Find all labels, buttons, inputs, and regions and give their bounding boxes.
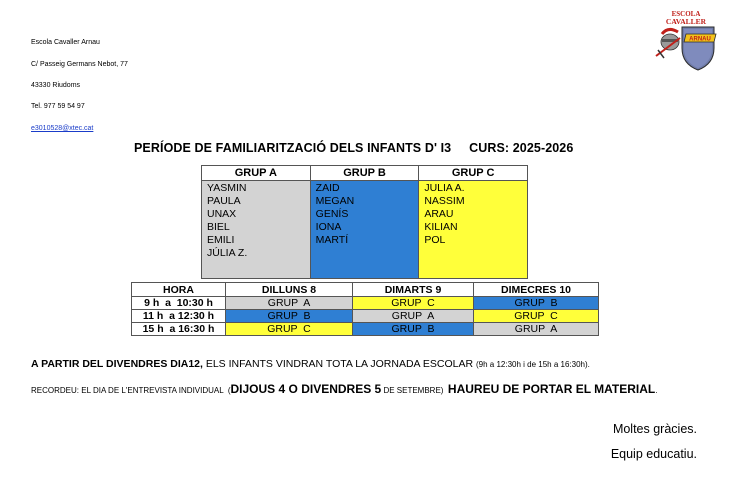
student-name: JULIA A. bbox=[424, 182, 465, 194]
student-name: MEGAN bbox=[315, 195, 355, 207]
hora-cell: 9 h a 10:30 h bbox=[132, 297, 226, 310]
student-name: JÚLIA Z. bbox=[207, 247, 248, 259]
school-address: C/ Passeig Germans Nebot, 77 bbox=[31, 61, 128, 68]
group-cell: GRUP B bbox=[474, 297, 599, 310]
groups-table bbox=[201, 165, 528, 279]
groups-header-row bbox=[202, 166, 528, 181]
schedule-row bbox=[132, 323, 599, 336]
school-city: 43330 Riudoms bbox=[31, 82, 81, 89]
full-day-notice bbox=[31, 358, 590, 370]
schedule-header-row bbox=[132, 283, 599, 297]
student-name: YASMIN bbox=[207, 182, 247, 194]
reminder-end: . bbox=[655, 386, 658, 395]
group-cell: GRUP A bbox=[353, 310, 474, 323]
student-name: ZAID bbox=[315, 182, 340, 194]
group-cell: GRUP C bbox=[353, 297, 474, 310]
reminder-material: HAUREU DE PORTAR EL MATERIAL bbox=[447, 382, 656, 396]
group-cell: GRUP A bbox=[474, 323, 599, 336]
header-grup-a: GRUP A bbox=[202, 166, 311, 181]
grup-c-list bbox=[419, 181, 527, 247]
notice-date: A PARTIR DEL DIVENDRES DIA12, bbox=[31, 358, 203, 370]
student-name: IONA bbox=[315, 221, 342, 233]
schedule-table bbox=[131, 282, 599, 336]
header-grup-b: GRUP B bbox=[310, 166, 419, 181]
header-dimarts: DIMARTS 9 bbox=[353, 283, 474, 297]
student-name: BIEL bbox=[207, 221, 230, 233]
student-name: EMILI bbox=[207, 234, 235, 246]
groups-names-row bbox=[202, 181, 528, 279]
schedule-row bbox=[132, 297, 599, 310]
school-email-link[interactable]: e3010528@xtec.cat bbox=[31, 125, 94, 132]
logo-text-top: ESCOLA bbox=[671, 10, 701, 18]
school-logo bbox=[648, 8, 724, 72]
school-phone: Tel. 977 59 54 97 bbox=[31, 103, 85, 110]
knight-logo-icon bbox=[648, 8, 724, 72]
page-title: PERÍODE DE FAMILIARITZACIÓ DELS INFANTS D' I3 CURS: 2025-2026 bbox=[134, 141, 574, 155]
grup-c-cell bbox=[419, 181, 528, 279]
grup-b-cell bbox=[310, 181, 419, 279]
logo-text-mid: CAVALLER bbox=[665, 17, 707, 26]
closing-thanks: Moltes gràcies. bbox=[612, 422, 697, 436]
grup-b-list bbox=[311, 181, 419, 247]
student-name: NASSIM bbox=[424, 195, 465, 207]
reminder-days: DIJOUS 4 O DIVENDRES 5 bbox=[230, 382, 382, 396]
closing-signature: Equip educatiu. bbox=[610, 447, 697, 461]
reminder-month: DE SETEMBRE) bbox=[381, 386, 448, 395]
student-name: ARAU bbox=[424, 208, 454, 220]
grup-a-list bbox=[202, 181, 310, 260]
reminder-intro: RECORDEU: EL DIA DE L'ENTREVISTA INDIVIDUAL ( bbox=[31, 386, 231, 395]
student-name: GENÍS bbox=[315, 208, 349, 220]
student-name: MARTÍ bbox=[315, 234, 349, 246]
logo-text-banner: ARNAU bbox=[689, 36, 711, 43]
header-dimecres: DIMECRES 10 bbox=[474, 283, 599, 297]
schedule-row bbox=[132, 310, 599, 323]
header-dilluns: DILLUNS 8 bbox=[226, 283, 353, 297]
student-name: PAULA bbox=[207, 195, 241, 207]
notice-hours: (9h a 12:30h i de 15h a 16:30h). bbox=[476, 360, 590, 369]
header-grup-c: GRUP C bbox=[419, 166, 528, 181]
student-name: KILIAN bbox=[424, 221, 458, 233]
student-name: UNAX bbox=[207, 208, 237, 220]
group-cell: GRUP B bbox=[226, 310, 353, 323]
school-name: Escola Cavaller Arnau bbox=[31, 39, 100, 46]
header-hora: HORA bbox=[132, 283, 226, 297]
notice-text: ELS INFANTS VINDRAN TOTA LA JORNADA ESCOLAR bbox=[202, 358, 476, 370]
group-cell: GRUP A bbox=[226, 297, 353, 310]
hora-cell: 15 h a 16:30 h bbox=[132, 323, 226, 336]
group-cell: GRUP C bbox=[474, 310, 599, 323]
grup-a-cell bbox=[202, 181, 311, 279]
group-cell: GRUP C bbox=[226, 323, 353, 336]
material-reminder bbox=[31, 381, 701, 399]
group-cell: GRUP B bbox=[353, 323, 474, 336]
hora-cell: 11 h a 12:30 h bbox=[132, 310, 226, 323]
student-name: POL bbox=[424, 234, 446, 246]
